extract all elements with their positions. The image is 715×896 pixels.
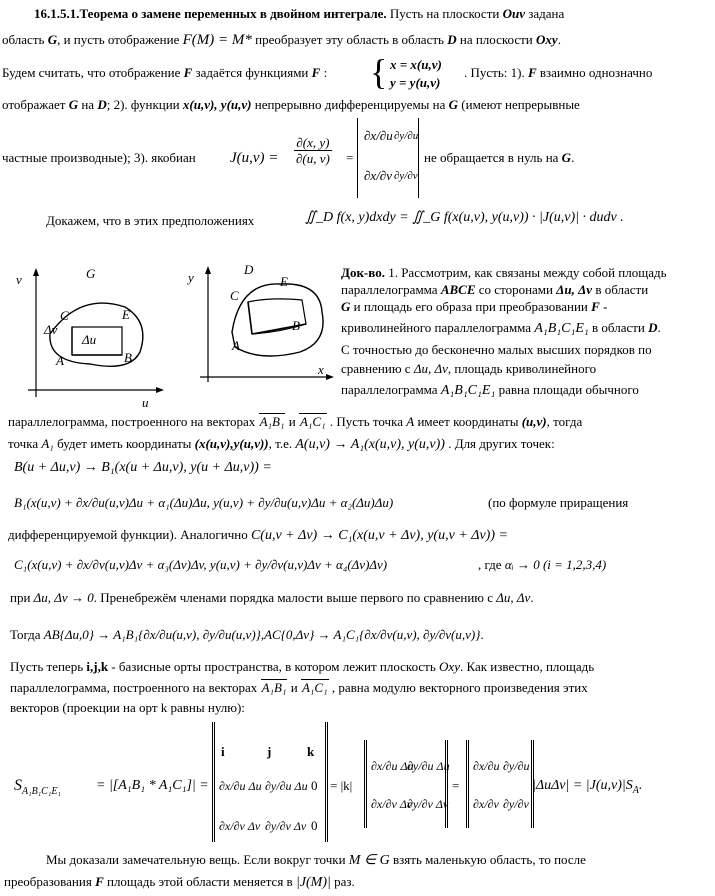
- formula: |ΔuΔv| = |J(u,v)|S: [532, 778, 633, 793]
- text: частные производные); 3). якобиан: [2, 150, 196, 165]
- text: непрерывно дифференцируемы на: [254, 97, 446, 112]
- text: параллелограмма: [341, 382, 438, 397]
- para-line: не обращается в нуль на G.: [424, 150, 575, 165]
- symbol: Δu, Δv: [413, 361, 448, 376]
- text: . Пренебрежём членами порядка малости выше первого по сравнению с: [93, 590, 494, 605]
- text: =: [452, 778, 460, 793]
- jacobian-lhs: J(u,v) =: [230, 150, 279, 166]
- text: преобразует эту область в область: [255, 32, 444, 47]
- text: преобразования: [4, 874, 92, 889]
- para-line: [10, 680, 588, 696]
- formula-C1: C₁(x(u,v) + ∂x/∂v(u,v)Δv + α₃(Δv)Δv, y(u,v) + ∂y/∂v(u,v)Δv + α₄(Δv)Δv): [14, 557, 388, 572]
- claim-text: Докажем, что в этих предположениях: [46, 213, 255, 228]
- text: со сторонами: [478, 282, 553, 297]
- formula-B1: B₁(x(u,v) + ∂x/∂u(u,v)Δu + α₁(Δu)Δu, y(u,v) + ∂y/∂u(u,v)Δu + α₂(Δu)Δu): [14, 495, 394, 510]
- jacobian-fraction: [294, 135, 332, 166]
- det-cell: i: [221, 744, 225, 759]
- det2-du: ∂x/∂u Δu ∂y/∂u Δu ∂x/∂v Δv ∂y/∂v Δv: [364, 740, 448, 828]
- formula-vectors: AB{Δu,0} → A₁B₁{∂x/∂u(u,v), ∂y/∂u(u,v)},AC{0,Δv} → A₁C₁{∂x/∂v(u,v), ∂y/∂v(u,v)}: [43, 627, 481, 642]
- formula: F(M) = M*: [182, 32, 252, 48]
- text: дифференцируемой функции). Аналогично: [8, 527, 248, 542]
- formula-alpha: αᵢ → 0 (i = 1,2,3,4): [504, 557, 607, 572]
- symbol: A: [406, 414, 415, 429]
- symbol: A₁B₁C₁E₁: [534, 321, 589, 336]
- text: Мы доказали замечательную вещь. Если вокруг точки: [46, 852, 346, 867]
- text: в области: [592, 320, 645, 335]
- text: взаимно однозначно: [539, 65, 653, 80]
- det-cell: ∂x/∂u: [364, 128, 393, 143]
- text: , где: [478, 557, 502, 572]
- det-cell: 0: [311, 818, 318, 833]
- text: Пусть теперь: [10, 659, 84, 674]
- symbol: S: [14, 777, 22, 794]
- symbol: ABCE: [440, 282, 476, 297]
- det-cell: k: [307, 744, 315, 759]
- subscript: A₁B₁C₁E₁: [22, 786, 61, 798]
- text: . Для других точек:: [448, 436, 555, 451]
- fig-E-label: E: [122, 307, 130, 322]
- fig-A1-label: A: [232, 338, 240, 353]
- subscript: A: [632, 784, 639, 796]
- symbol: (u,v): [521, 414, 547, 429]
- formula-line: [8, 527, 508, 544]
- fig-C-label: C: [60, 308, 69, 323]
- text: .: [530, 590, 534, 605]
- formula: Δu, Δv: [496, 590, 531, 605]
- figure-left: [16, 266, 164, 410]
- proof-line: [341, 265, 667, 281]
- symbol: (x(u,v),y(u,v)): [194, 436, 269, 451]
- symbol: G: [341, 299, 351, 314]
- text: на: [81, 97, 95, 112]
- det-cell: ∂x/∂v: [364, 168, 392, 183]
- symbol: G: [68, 97, 79, 112]
- symbol: D: [648, 320, 658, 335]
- fig-v-label: v: [16, 272, 22, 287]
- para-line: векторов (проекции на орт k равны нулю):: [10, 700, 245, 715]
- text: в области: [595, 282, 649, 297]
- para-line: [2, 97, 580, 113]
- text: имеет координаты: [417, 414, 519, 429]
- det-cell: ∂y/∂u: [394, 130, 419, 142]
- para-line: область G, и пусть отображение F(M) = M* преобразует эту область в область D на плоскости Oxy.: [2, 32, 561, 48]
- fraction-num: ∂(x, y): [294, 135, 332, 151]
- text: не обращается в нуль на: [424, 150, 559, 165]
- symbol: G: [561, 150, 572, 165]
- text: задана: [528, 6, 565, 21]
- text: и площадь его образа при преобразовании: [353, 299, 588, 314]
- fig-E1-label: E: [280, 274, 288, 289]
- formula-line: [10, 627, 484, 643]
- proof-line: [341, 382, 639, 399]
- text: , равна модулю векторного произведения этих: [331, 680, 588, 695]
- symbol: A₁: [41, 436, 54, 451]
- area-formula-k: = |k|: [330, 778, 353, 793]
- det-cell: ∂y/∂v: [394, 170, 418, 182]
- para-line: [10, 659, 594, 675]
- text: взять маленькую область, то после: [393, 852, 586, 867]
- text: ; 2). функции: [106, 97, 180, 112]
- theorem-heading: [34, 6, 564, 22]
- symbol: A₁B₁C₁E₁: [440, 383, 496, 398]
- figures: [10, 262, 340, 412]
- text: площадь этой области меняется в: [106, 874, 293, 889]
- fig-C1-label: C: [230, 288, 239, 303]
- fig-u-label: u: [142, 395, 149, 410]
- symbol: F: [183, 65, 193, 80]
- formula: M ∈ G: [348, 853, 390, 868]
- formula-line: [10, 590, 534, 606]
- symbol: D: [447, 32, 457, 47]
- text: Пусть на плоскости: [389, 6, 500, 21]
- text: равна площади обычного: [498, 382, 639, 397]
- text: на плоскости: [459, 32, 533, 47]
- text: 1. Рассмотрим, как связаны между собой площадь: [388, 265, 667, 280]
- text: задаётся функциями: [195, 65, 309, 80]
- text: параллелограмма, построенного на векторах: [8, 414, 256, 429]
- proof-line: [341, 299, 607, 315]
- text: . Как известно, площадь: [459, 659, 595, 674]
- symbol: G: [448, 97, 459, 112]
- text: Будем считать, что отображение: [2, 65, 181, 80]
- para-line: [464, 65, 652, 81]
- system-eq-x: x = x(u,v): [390, 57, 442, 72]
- symbol: F: [95, 874, 104, 889]
- text: точка: [8, 436, 39, 451]
- area-formula-rhs: [532, 778, 642, 799]
- text: .: [638, 778, 643, 793]
- text: раз.: [334, 874, 355, 889]
- symbol: i,j,k: [86, 659, 109, 674]
- conclusion-line: [46, 852, 586, 869]
- formula-C: C(u,v + Δv) → C₁(x(u,v + Δv), y(u,v + Δv)) =: [250, 528, 508, 543]
- formula: x(u,v), y(u,v): [182, 97, 252, 112]
- area-formula-cross: = |[A₁B₁ * A₁C₁]| =: [96, 778, 209, 793]
- symbol: D: [97, 97, 107, 112]
- text: отображает: [2, 97, 66, 112]
- jacobian-determinant: [357, 118, 419, 198]
- proof-line: [8, 414, 582, 430]
- text: (по формуле приращения: [488, 495, 629, 510]
- system-brace: {: [370, 52, 388, 92]
- area-formula-lhs: [14, 778, 61, 800]
- text: область: [2, 32, 45, 47]
- text: параллелограмма, построенного на векторах: [10, 680, 258, 695]
- formula: A(u,v) → A₁(x(u,v), y(u,v)): [295, 437, 445, 452]
- fraction-den: ∂(u, v): [296, 151, 330, 166]
- fig-B1-label: B: [292, 318, 300, 333]
- fig-G-label: G: [86, 266, 96, 281]
- fig-dv-label: Δv: [44, 322, 58, 337]
- symbol: F: [591, 299, 600, 314]
- fig-D-label: D: [244, 262, 254, 277]
- text: .: [480, 627, 484, 642]
- fig-x-label: x: [318, 362, 324, 377]
- symbol: Ouv: [502, 6, 525, 21]
- vector: A₁B₁: [259, 414, 285, 429]
- text: , площадь криволинейного: [447, 361, 597, 376]
- formula: Δu, Δv → 0: [33, 590, 94, 605]
- text: при: [10, 590, 31, 605]
- text: (имеют непрерывные: [461, 97, 580, 112]
- fig-B-label: B: [124, 350, 132, 365]
- formula: |J(M)|: [295, 875, 331, 890]
- text: и: [290, 680, 298, 695]
- fig-y-label: y: [188, 270, 194, 285]
- theorem-title: 16.1.5.1.Теорема о замене переменных в двойном интеграле.: [34, 6, 387, 21]
- conclusion-line: [4, 874, 355, 891]
- text: и: [288, 414, 296, 429]
- det-cell: j: [267, 744, 272, 759]
- text: . Пусть: 1).: [464, 65, 525, 80]
- claim-formula: ∬_D f(x, y)dxdy = ∬_G f(x(u,v), y(u,v)) · |J(u,v)| · dudv .: [305, 210, 624, 225]
- proof-line: [341, 282, 648, 298]
- text: , и пусть отображение: [57, 32, 180, 47]
- proof-line: криволинейного параллелограмма A₁B₁C₁E₁ в области D.: [341, 320, 661, 336]
- symbol: G: [47, 32, 58, 47]
- text: - базисные орты пространства, в котором лежит плоскость: [111, 659, 436, 674]
- text: будет иметь координаты: [57, 436, 192, 451]
- text: , тогда: [546, 414, 583, 429]
- det3: i j k ∂x/∂u Δu ∂y/∂u Δu 0 ∂x/∂v Δv ∂y/∂v Δv 0: [212, 722, 328, 842]
- proof-line: С точностью до бесконечно малых высших порядков по: [341, 342, 652, 357]
- symbol: F: [527, 65, 537, 80]
- system-eq-y: y = y(u,v): [390, 75, 441, 90]
- formula-line: [478, 557, 606, 573]
- fig-A-label: A: [56, 353, 64, 368]
- text: . Пусть точка: [329, 414, 403, 429]
- text: сравнению с: [341, 361, 411, 376]
- text: криволинейного параллелограмма: [341, 320, 532, 335]
- symbol: F: [311, 65, 321, 80]
- figure-right: [186, 262, 334, 382]
- proof-line: [8, 436, 555, 453]
- text: параллелограмма: [341, 282, 438, 297]
- det-cell: 0: [311, 778, 318, 793]
- fig-du-label: Δu: [82, 332, 97, 347]
- text: -: [603, 299, 608, 314]
- vector: A₁C₁: [299, 414, 326, 429]
- symbol: Oxy: [536, 32, 558, 47]
- vector: A₁C₁: [301, 680, 328, 695]
- text: , т.е.: [268, 436, 293, 451]
- symbol: Δu, Δv: [556, 282, 593, 297]
- para-line: Будем считать, что отображение F задаётся функциями F :: [2, 65, 328, 80]
- proof-label: Док-во.: [341, 265, 385, 280]
- symbol: Oxy: [439, 659, 460, 674]
- text: Тогда: [10, 627, 41, 642]
- det2-jacobian: ∂x/∂u ∂y/∂u ∂x/∂v ∂y/∂v: [466, 740, 534, 828]
- vector: A₁B₁: [261, 680, 287, 695]
- formula-B: B(u + Δu,v) → B₁(x(u + Δu,v), y(u + Δu,v)) =: [14, 460, 272, 475]
- para-line: [2, 150, 196, 166]
- proof-line: [341, 361, 596, 377]
